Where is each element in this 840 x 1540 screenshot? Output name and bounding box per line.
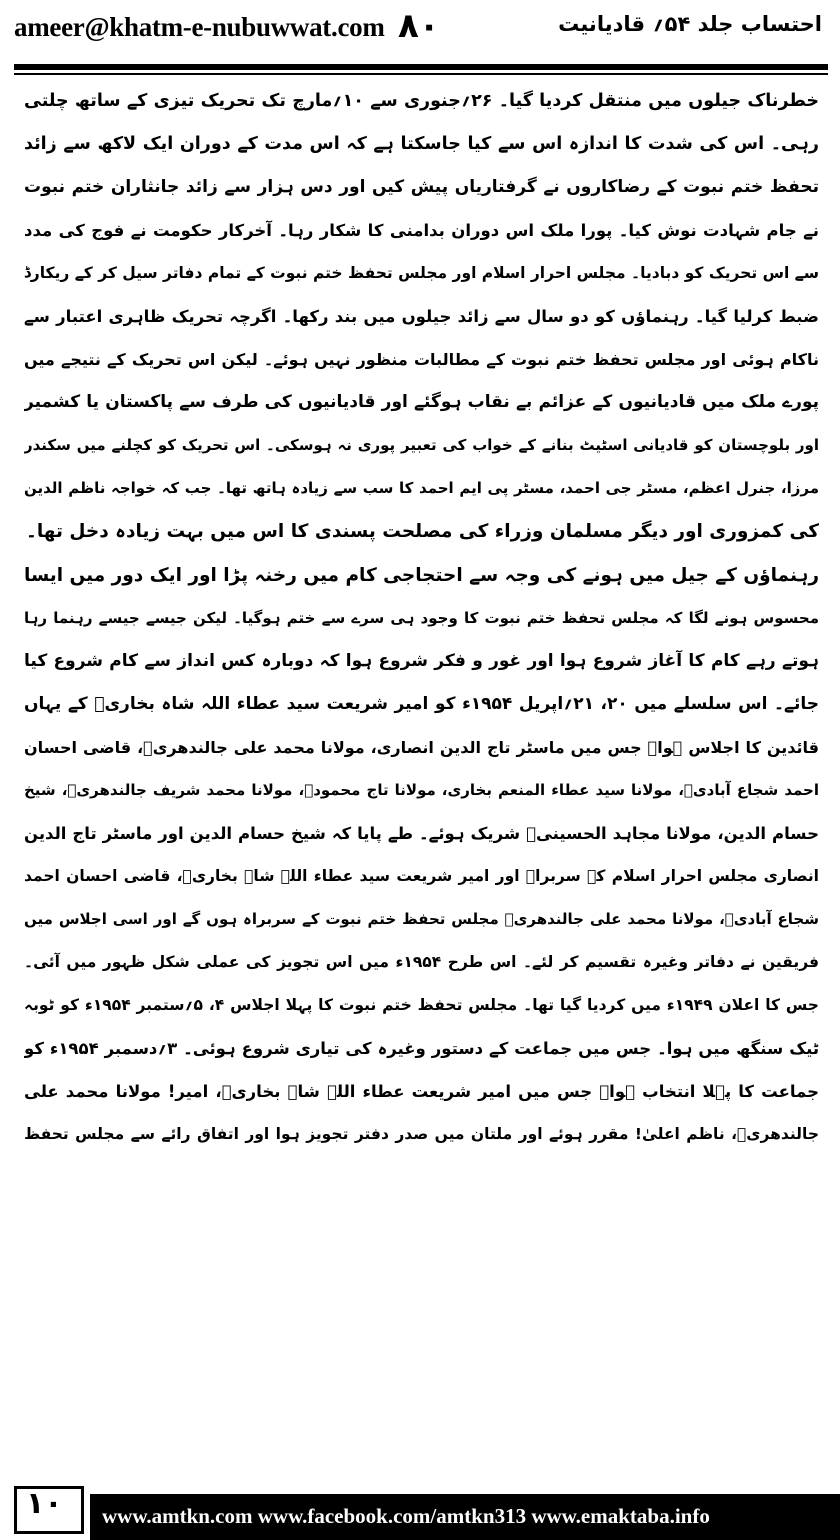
- text-line: جائے۔ اس سلسلے میں ۲۰، ۲۱؍اپریل ۱۹۵۴ء کو امیر شریعت سید عطاء اللہ شاہ بخاریؒ کے یہاں: [24, 694, 819, 714]
- text-line: فریقین نے دفاتر وغیرہ تقسیم کر لئے۔ اس طرح ۱۹۵۴ء میں اس تجویز کی عملی شکل ظہور میں آئی۔: [24, 953, 819, 971]
- text-line: ہوتے رہے کام کا آغاز شروع ہوا اور غور و فکر شروع ہوا کہ دوبارہ کس انداز سے کام شروع کیا: [24, 651, 819, 671]
- text-line: خطرناک جیلوں میں منتقل کردیا گیا۔ ۲۶؍جنوری سے ۱۰؍مارچ تک تحریک تیزی کے ساتھ چلتی: [24, 91, 819, 111]
- text-line: نے جام شہادت نوش کیا۔ پورا ملک اس دوران بدامنی کا شکار رہا۔ آخرکار حکومت نے فوج کی مدد: [24, 221, 819, 240]
- text-line: رہنماؤں کے جیل میں ہونے کی وجہ سے احتجاجی کام میں رخنہ پڑا اور ایک دور میں ایسا: [24, 565, 819, 586]
- page-footer: [0, 1478, 840, 1540]
- text-line: کی کمزوری اور دیگر مسلمان وزراء کی مصلحت پسندی کا اس میں بہت زیادہ دخل تھا۔: [26, 521, 819, 542]
- text-line: محسوس ہونے لگا کہ مجلس تحفظ ختم نبوت کا وجود ہی سرے سے ختم ہوگیا۔ لیکن جیسے جیسے رہنما رہا: [24, 609, 819, 627]
- text-line: جماعت کا پہلا انتخاب ہوا۔ جس میں امیر شریعت عطاء اللہ شاہ بخاریؒ، امیر! مولانا محمد علی: [24, 1082, 819, 1101]
- page-body: [24, 80, 819, 1450]
- text-line: تحفظ ختم نبوت کے رضاکاروں نے گرفتاریاں پیش کیں اور دس ہزار سے زائد جانثاران ختم نبوت: [24, 177, 819, 197]
- paragraph-1: [24, 80, 819, 553]
- text-line: احمد شجاع آبادیؒ، مولانا سید عطاء المنعم بخاری، مولانا تاج محمودؒ، مولانا محمد شریف جالندھریؒ، شیخ: [24, 781, 819, 799]
- header-running-title: احتساب جلد ۵۴؍ قادیانیت: [558, 12, 822, 36]
- text-line: ضبط کرلیا گیا۔ رہنماؤں کو دو سال سے زائد جیلوں میں بند رکھا۔ اگرچہ تحریک ظاہری اعتبار سے: [24, 307, 819, 326]
- header-email: ameer@khatm-e-nubuwwat.com: [14, 12, 385, 42]
- text-line: پورے ملک میں قادیانیوں کے عزائم بے نقاب ہوگئے اور قادیانیوں کی طرف سے پاکستان یا کشمیر: [24, 392, 819, 412]
- text-line: اور بلوچستان کو قادیانی اسٹیٹ بنانے کے خواب کی تعبیر پوری نہ ہوسکی۔ اس تحریک کو کچلنے میں سکندر: [24, 436, 819, 454]
- header-page-number: ۸۰: [398, 6, 440, 46]
- text-line: سے اس تحریک کو دبادیا۔ مجلس احرار اسلام اور مجلس تحفظ ختم نبوت کے تمام دفاتر سیل کر کے ریکارڈ: [24, 264, 819, 282]
- text-line: قائدین کا اجلاس ہوا۔ جس میں ماسٹر تاج الدین انصاری، مولانا محمد علی جالندھریؒ، قاضی احسان: [24, 738, 819, 757]
- text-line: رہی۔ اس کی شدت کا اندازہ اس سے کیا جاسکتا ہے کہ اس مدت کے دوران ایک لاکھ سے زائد: [24, 134, 819, 154]
- text-line: مرزا، جنرل اعظم، مسٹر جی احمد، مسٹر پی ایم احمد کا سب سے زیادہ ہاتھ تھا۔ جب کہ خواجہ ناظم الدین: [24, 479, 819, 497]
- footer-urls: www.amtkn.com www.facebook.com/amtkn313 www.emaktaba.info: [102, 1504, 710, 1528]
- text-line: ناکام ہوئی اور مجلس تحفظ ختم نبوت کے مطالبات منظور نہیں ہوئے۔ لیکن اس تحریک کے نتیجے میں: [24, 350, 819, 369]
- footer-page-number: ۱۰: [26, 1486, 63, 1521]
- text-line: جالندھریؒ، ناظم اعلیٰ! مقرر ہوئے اور ملتان میں صدر دفتر تجویز ہوا اور اتفاق رائے سے مجلس تحفظ: [24, 1125, 819, 1143]
- page-header: [0, 0, 840, 62]
- text-line: حسام الدین، مولانا مجاہد الحسینیؒ شریک ہوئے۔ طے پایا کہ شیخ حسام الدین اور ماسٹر تاج الدین: [24, 824, 819, 843]
- header-rule-thick: [14, 64, 828, 70]
- paragraph-2: [24, 554, 819, 1156]
- text-line: جس کا اعلان ۱۹۴۹ء میں کردیا گیا تھا۔ مجلس تحفظ ختم نبوت کا پہلا اجلاس ۴، ۵؍ستمبر ۱۹۵۴ء کو ٹوبہ: [24, 996, 819, 1014]
- text-line: انصاری مجلس احرار اسلام کے سربراہ اور امیر شریعت سید عطاء اللہ شاہ بخاریؒ، قاضی احسان احمد: [24, 867, 819, 885]
- text-line: شجاع آبادیؒ، مولانا محمد علی جالندھریؒ مجلس تحفظ ختم نبوت کے سربراہ ہوں گے اور اسی اجلاس میں: [24, 910, 819, 928]
- text-line: ٹیک سنگھ میں ہوا۔ جس میں جماعت کے دستور وغیرہ کی تیاری شروع ہوئی۔ ۳؍دسمبر ۱۹۵۴ء کو: [24, 1039, 819, 1058]
- header-rule-thin: [14, 73, 828, 75]
